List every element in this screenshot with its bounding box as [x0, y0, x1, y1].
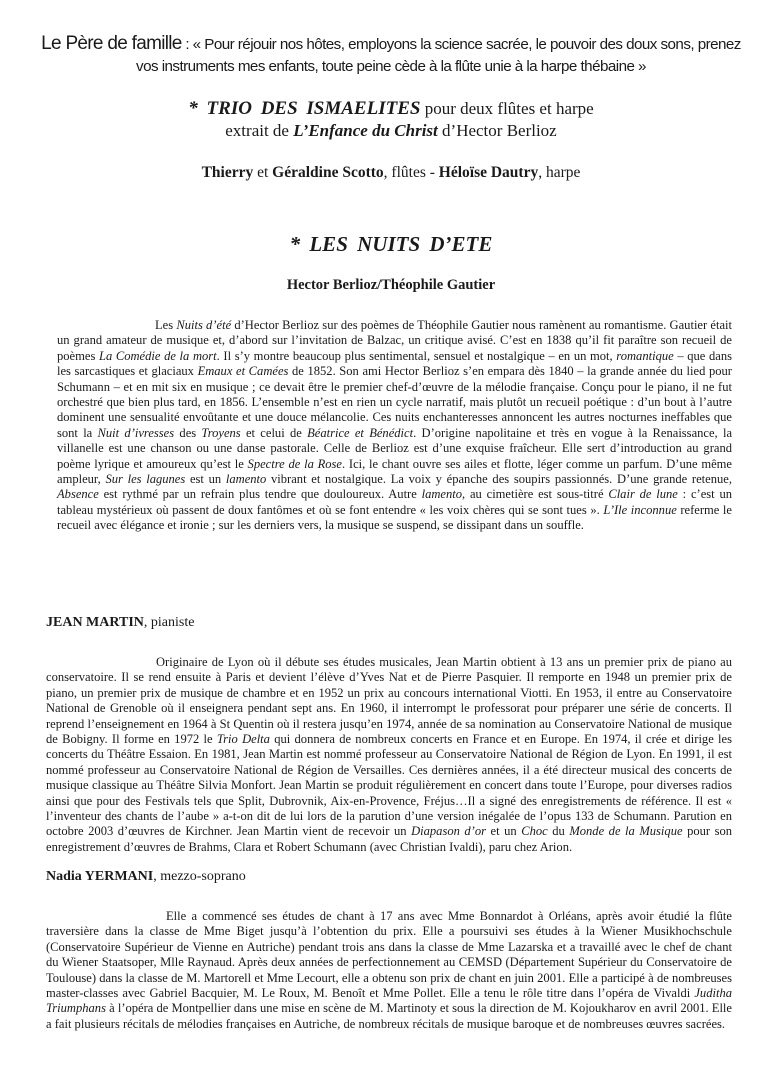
bold-name-run: Géraldine Scotto — [272, 164, 384, 181]
text-run: pour son enregistrement d’œuvres de Brahms, Clara et Robert Schumann (avec Christian Ivaldi), paru chez Arion. — [46, 824, 733, 854]
trio-extract-suffix: d’Hector Berlioz — [437, 121, 557, 140]
performers-line — [0, 164, 782, 182]
nuits-description — [57, 318, 732, 534]
italic-title-run: Troyens — [201, 425, 241, 440]
italic-title-run: Sur les lagunes — [105, 472, 186, 487]
epigraph-quote — [40, 33, 742, 78]
italic-title-run: Clair de lune — [608, 487, 678, 502]
text-run: – que dans les sarcastiques et glaciaux — [57, 348, 732, 379]
nuits-title: * LES NUITS D’ETE — [289, 232, 493, 256]
yermani-heading — [46, 869, 246, 885]
text-run: Elle a commencé ses études de chant à 17 ans avec Mme Bonnardot à Orléans, après avoir étudié la flûte traversière dans la classe de Mme Biget jusqu’à l’obtention du prix. Elle a poursuivi ses études à la Wiener Musikhochschule (Conservatoire Supérieur de Vienne en Autriche) pendant trois ans dans la classe de Mme Lazarska et a travaillé avec le chef de chant du Wiener Staatsoper, Mlle Raynaud. Après deux années de perfectionnement au CEMSD (Département Supérieur du Conservatoire de Toulouse) dans la classe de M. Martorell et Mme Lecourt, elle a obtenu son prix de chant en juin 2001. Elle a participé à de nombreuses master-classes avec Gabriel Bacquier, M. Le Roux, M. Benoît et Mme Pollet. Elle a tenu le rôle titre dans l’opéra de Vivaldi — [46, 909, 732, 1001]
trio-title: * TRIO DES ISMAELITES — [188, 98, 421, 119]
text-run: et celui de — [240, 425, 308, 440]
italic-title-run: Choc — [521, 824, 548, 839]
text-run: , flûtes - — [383, 164, 439, 181]
yermani-biography — [46, 909, 732, 1032]
italic-title-run: L’Ile inconnue — [603, 502, 677, 517]
text-run: : c’est un tableau mystérieux où passent de doux fantômes et où se font entendre « les voix chères qui se sont tues ». — [57, 487, 732, 517]
italic-title-run: romantique — [616, 348, 674, 363]
martin-role: , pianiste — [143, 615, 195, 630]
italic-title-run: Diapason d’or — [411, 824, 487, 839]
text-run: et — [253, 164, 273, 181]
italic-title-run: La Comédie de la mort — [98, 348, 217, 363]
trio-title-line — [0, 98, 782, 120]
italic-title-run: lamento — [225, 472, 267, 487]
trio-work-title: L’Enfance du Christ — [293, 121, 438, 140]
text-run: d’Hector Berlioz sur des poèmes de Théophile Gautier nous ramènent au romantisme. Gautier était un grand amateur de musique et, d’abord sur l’invitation de Balzac, un critique avisé. C’est en 1838 qu’il fit paraître son recueil de poèmes — [57, 318, 732, 363]
martin-biography — [46, 655, 732, 855]
martin-name: JEAN MARTIN — [46, 615, 144, 630]
text-run: et un — [486, 824, 522, 839]
italic-title-run: Monde de la Musique — [569, 824, 683, 839]
text-run: , harpe — [538, 164, 581, 181]
italic-title-run: Trio Delta — [216, 732, 270, 747]
text-run: Originaire de Lyon où il débute ses études musicales, Jean Martin obtient à 13 ans un premier prix de piano au conservatoire. Il se rend ensuite à Paris et devient l’élève d’Yves Nat et de Pierre Pasquier. Il remporte en 1948 un premier prix de piano, un premier prix de musique de chambre et en 1952 un prix au concours international Viotti. En 1953, il entre au Conservatoire National de Grenoble où il enseignera pendant sept ans. En 1960, il interrompt le professorat pour préparer une série de concerts. Il reprend l’enseignement en 1964 à St Quentin où il restera jusqu’en 1974, année de sa nomination au Conservatoire National de musique de Bobigny. Il forme en 1972 le — [46, 655, 732, 747]
italic-title-run: Absence — [57, 487, 99, 502]
text-run: de 1852. Son ami Hector Berlioz s’en empara dès 1840 – la grande année du lied pour Schumann – et en mit six en musique ; ce devait être le premier chef-d’œuvre de la mélodie française. Conçu pour le piano, il ne fut orchestré que bien plus tard, en 1856. L’ensemble n’est en rien un cycle narratif, mais plutôt un recueil poétique : d’un bout à l’autre dominent une sensualité envoûtante et une douce mélancolie. Ces nuits enchanteresses annoncent les autres nocturnes ineffables que sont la — [57, 364, 732, 440]
text-run: du — [547, 824, 570, 839]
italic-title-run: Nuits d’été — [176, 318, 232, 332]
text-run: . Ici, le chant ouvre ses ailes et flotte, léger comme un parfum. D’une même ampleur, — [57, 456, 732, 487]
italic-title-run: lamento — [421, 487, 463, 502]
trio-extract-prefix: extrait de — [225, 121, 294, 140]
italic-title-run: Nuit d’ivresses — [97, 425, 175, 440]
text-run: . Il s’y montre beaucoup plus sentimental, sensuel et nostalgique – en un mot, — [216, 348, 617, 363]
italic-title-run: Juditha Triumphans — [46, 986, 732, 1016]
quote-speaker: Le Père de famille — [41, 33, 182, 54]
text-run: à l’opéra de Montpellier dans une mise en scène de M. Martinoty et sous la direction de M. Kojoukharov en avril 2001. Elle a fait plusieurs récitals de mélodies françaises en Autriche, de nombreux récitals de musique baroque et de nombreuses œuvres sacrées. — [46, 1001, 732, 1031]
bold-name-run: Thierry — [201, 164, 254, 181]
trio-extract-line — [0, 120, 782, 142]
text-run: Les — [155, 318, 177, 332]
martin-heading — [46, 615, 194, 631]
trio-subtitle: pour deux flûtes et harpe — [420, 99, 594, 118]
nuits-authors: Hector Berlioz/Théophile Gautier — [286, 277, 496, 293]
text-run: des — [174, 425, 202, 440]
trio-section-header — [0, 98, 782, 142]
text-run: vibrant et nostalgique. La voix y épanche des soupirs passionnés. D’une grande retenue, — [266, 472, 732, 487]
italic-title-run: Béatrice et Bénédict — [307, 425, 414, 440]
bold-name-run: Héloïse Dautry — [438, 164, 539, 181]
yermani-name: Nadia YERMANI — [46, 869, 154, 884]
text-run: referme le recueil avec élégance et ironie ; sur les derniers vers, la musique se suspend, se dissipant dans un souffle. — [57, 502, 732, 533]
italic-title-run: Spectre de la Rose — [247, 456, 342, 471]
text-run: qui donnera de nombreux concerts en France et en Europe. En 1974, il crée et dirige les concerts du Théâtre Essaion. En 1981, Jean Martin est nommé professeur au Conservatoire National de Région de Lyon. En 1991, il est nommé professeur au Conservatoire National de Région de Versailles. Ces dernières années, il a été directeur musical des concerts de musique classique au Théâtre Silvia Monfort. Jean Martin se produit régulièrement en concert dans toute l’Europe, pour diverses radios ainsi que pour des Festivals tels que Split, Dubrovnik, Aix-en-Provence, Fréjus…Il a signé des enregistrements de référence. Il est « l’inventeur des chants de l’aube » a-t-on dit de lui lors de la parution d’une version inégalée de l’opus 133 de Schumann. Parution en octobre 2003 d’œuvres de Kirchner. Jean Martin vient de recevoir un — [46, 732, 732, 839]
text-run: , au cimetière est sous-titré — [462, 487, 609, 502]
text-run: . D’origine napolitaine et très en vogue à la Renaissance, la villanelle est une chanson ou une danse pastorale. Celle de Berlioz est d’une exquise fraîcheur. Elle sert d’introduction au grand poème lyrique et amoureux qu’est le — [57, 425, 733, 471]
italic-title-run: Emaux et Camées — [197, 364, 289, 379]
text-run: est rythmé par un refrain plus tendre que douloureux. Autre — [98, 487, 422, 502]
text-run: est un — [185, 472, 226, 487]
yermani-role: , mezzo-soprano — [153, 869, 246, 884]
quote-text: : « Pour réjouir nos hôtes, employons la science sacrée, le pouvoir des doux sons, prenez vos instruments mes enfants, toute peine cède à la flûte unie à la harpe thébaine » — [136, 36, 741, 75]
